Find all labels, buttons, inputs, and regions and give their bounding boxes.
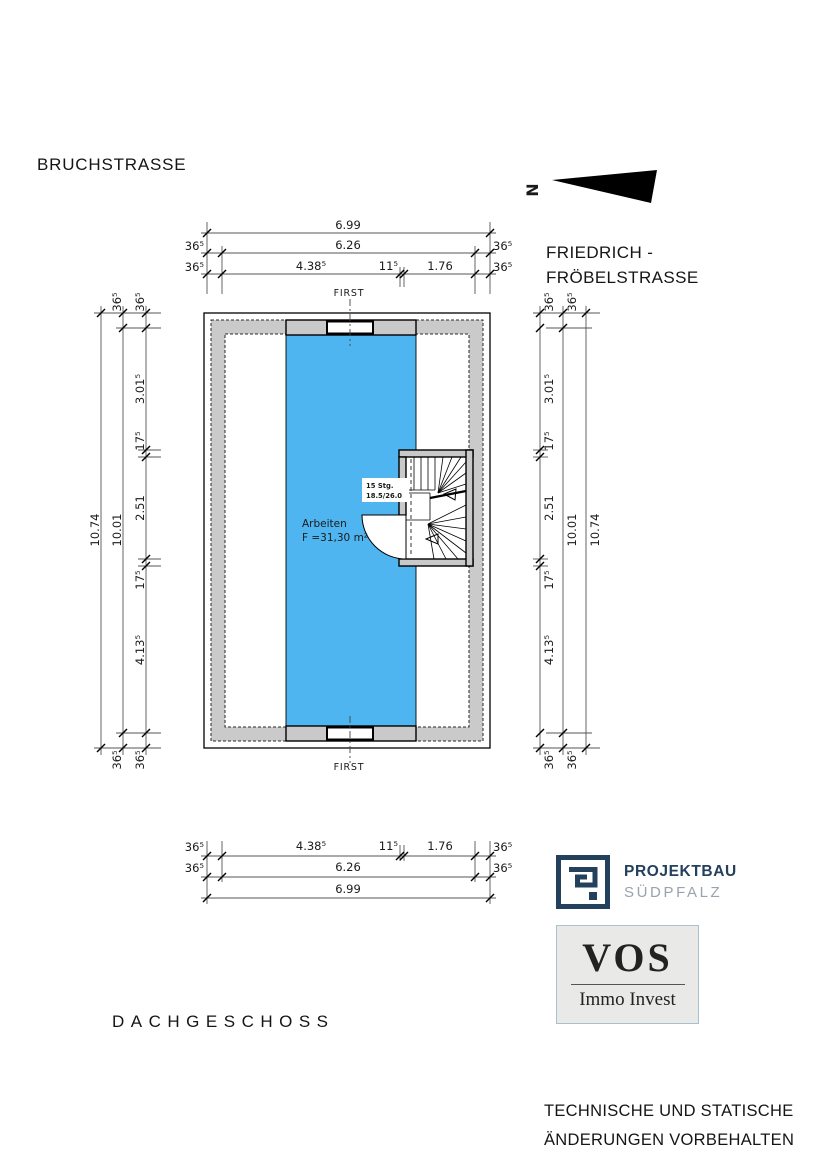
- street-label-bruchstrasse: BRUCHSTRASSE: [37, 155, 187, 174]
- stair-wall-right: [466, 450, 473, 566]
- dim-label: 11⁵: [378, 259, 398, 273]
- dim-label: 17⁵: [542, 570, 556, 590]
- dim-chain-left: [88, 292, 161, 770]
- dim-label: 6.99: [335, 882, 361, 896]
- dim-label: 4.38⁵: [295, 259, 327, 273]
- dim-label: 36⁵: [565, 750, 579, 770]
- dim-label: 6.99: [335, 218, 361, 232]
- dim-label: 36⁵: [110, 292, 124, 312]
- dim-label: 4.13⁵: [542, 634, 556, 666]
- room-area-label: F =31,30 m²: [302, 532, 369, 544]
- ridge-label-bottom: FIRST: [333, 762, 365, 773]
- disclaimer-line1: TECHNISCHE UND STATISCHE: [544, 1102, 794, 1120]
- dim-label: 2.51: [542, 495, 556, 521]
- ridge-label-top: FIRST: [333, 288, 365, 299]
- projektbau-logo-icon: [556, 855, 610, 909]
- dim-label: 36⁵: [110, 750, 124, 770]
- disclaimer-line2: ÄNDERUNGEN VORBEHALTEN: [544, 1131, 795, 1149]
- north-arrow: [523, 170, 657, 203]
- dim-label: 36⁵: [493, 239, 513, 253]
- dim-chain-bottom: [185, 839, 513, 904]
- vos-divider: [571, 984, 685, 985]
- dim-label: 6.26: [335, 860, 361, 874]
- room-name-label: Arbeiten: [302, 518, 347, 530]
- dim-label: 6.26: [335, 238, 361, 252]
- dim-label: 1.76: [427, 259, 453, 273]
- projektbau-title: PROJEKTBAU: [624, 863, 737, 880]
- dim-label: 1.76: [427, 839, 453, 853]
- floorplan: [204, 299, 490, 773]
- dim-label: 36⁵: [184, 861, 204, 875]
- vos-logo: [556, 925, 699, 1024]
- dim-chain-top: [185, 218, 513, 299]
- vos-subtitle: Immo Invest: [579, 989, 676, 1010]
- dim-label: 3.01⁵: [542, 373, 556, 405]
- projektbau-logo-text: [624, 863, 737, 901]
- dim-label: 11⁵: [378, 839, 398, 853]
- floor-title: DACHGESCHOSS: [112, 1012, 335, 1031]
- dim-label: 36⁵: [542, 292, 556, 312]
- dim-label: 10.01: [565, 513, 579, 547]
- stair-wall-bottom: [399, 559, 473, 566]
- projektbau-subtitle: SÜDPFALZ: [624, 884, 723, 901]
- dim-lines: [94, 306, 161, 755]
- dim-label: 36⁵: [565, 292, 579, 312]
- dim-label: 36⁵: [184, 239, 204, 253]
- dim-label: 10.74: [588, 513, 602, 547]
- dim-label: 10.01: [110, 513, 124, 547]
- projektbau-logo: [556, 855, 737, 909]
- dim-label: 36⁵: [133, 292, 147, 312]
- dim-label: 17⁵: [133, 570, 147, 590]
- dim-label: 3.01⁵: [133, 373, 147, 405]
- dim-label: 36⁵: [493, 861, 513, 875]
- dim-label: 4.38⁵: [295, 839, 327, 853]
- dim-label: 36⁵: [184, 260, 204, 274]
- stair-steps-label: 15 Stg.: [366, 482, 394, 490]
- dim-label: 2.51: [133, 495, 147, 521]
- street-label-line2: FRÖBELSTRASSE: [546, 268, 699, 287]
- dim-chain-right: [533, 292, 602, 770]
- dim-label: 36⁵: [493, 840, 513, 854]
- dim-label: 36⁵: [542, 750, 556, 770]
- dim-label: 4.13⁵: [133, 634, 147, 666]
- dim-label: 36⁵: [184, 840, 204, 854]
- dim-label: 17⁵: [542, 431, 556, 451]
- dim-label: 36⁵: [493, 260, 513, 274]
- dim-label: 17⁵: [133, 431, 147, 451]
- north-label: N: [523, 183, 542, 197]
- street-label-line1: FRIEDRICH -: [546, 243, 654, 262]
- dim-lines: [201, 222, 496, 294]
- stair-ratio-label: 18.5/26.0: [366, 492, 403, 500]
- dim-label: 36⁵: [133, 750, 147, 770]
- vos-title: VOS: [582, 935, 673, 980]
- north-arrow-icon: [552, 170, 657, 203]
- dim-label: 10.74: [88, 513, 102, 547]
- disclaimer: [544, 1097, 794, 1155]
- stair-wall-top: [399, 450, 473, 457]
